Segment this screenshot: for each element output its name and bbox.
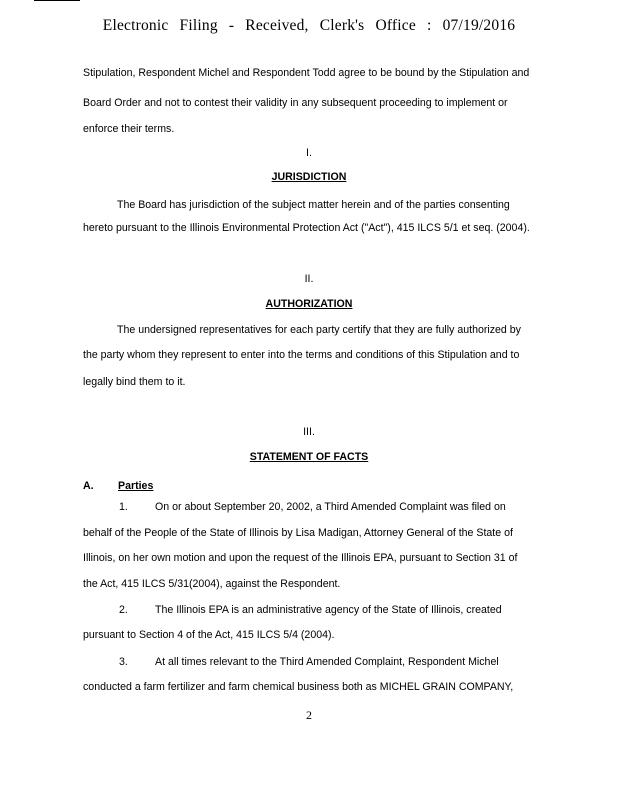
body-text-line: conducted a farm fertilizer and farm chemical business both as MICHEL GRAIN COMPANY, [83,681,514,693]
body-text-line: enforce their terms. [83,123,175,135]
body-text-line: Board Order and not to contest their validity in any subsequent proceeding to implement or [83,97,508,109]
subsection-heading-parties: Parties [118,480,154,492]
item-number: 3. [119,656,128,668]
body-text-line: On or about September 20, 2002, a Third Amended Complaint was filed on [155,501,506,513]
page-number: 2 [306,708,312,722]
top-rule [34,0,80,1]
body-text-line: pursuant to Section 4 of the Act, 415 ILCS 5/4 (2004). [83,629,335,641]
filing-stamp-header: Electronic Filing - Received, Clerk's Office : 07/19/2016 [102,17,516,34]
body-text-line: legally bind them to it. [83,376,186,388]
section-numeral: I. [306,147,312,159]
body-text-line: behalf of the People of the State of Illinois by Lisa Madigan, Attorney General of the State of [83,527,513,539]
item-number: 1. [119,501,128,513]
subsection-letter: A. [83,480,94,492]
body-text-line: hereto pursuant to the Illinois Environmental Protection Act ("Act"), 415 ILCS 5/1 et seq. (2004). [83,222,530,234]
body-text-line: At all times relevant to the Third Amended Complaint, Respondent Michel [155,656,499,668]
section-heading-authorization: AUTHORIZATION [265,298,353,310]
body-text-line: the party whom they represent to enter into the terms and conditions of this Stipulation and to [83,349,520,361]
body-text-line: the Act, 415 ILCS 5/31(2004), against the Respondent. [83,578,341,590]
item-number: 2. [119,604,128,616]
body-text-line: Stipulation, Respondent Michel and Respondent Todd agree to be bound by the Stipulation and [83,67,530,79]
body-text-line: The Illinois EPA is an administrative agency of the State of Illinois, created [155,604,502,616]
section-heading-jurisdiction: JURISDICTION [271,171,347,183]
section-numeral: II. [304,273,314,285]
body-text-line: The undersigned representatives for each party certify that they are fully authorized by [117,324,521,336]
body-text-line: The Board has jurisdiction of the subject matter herein and of the parties consenting [117,199,510,211]
body-text-line: Illinois, on her own motion and upon the request of the Illinois EPA, pursuant to Section 31 of [83,552,518,564]
section-numeral: III. [303,426,315,438]
section-heading-statement-of-facts: STATEMENT OF FACTS [249,451,369,463]
